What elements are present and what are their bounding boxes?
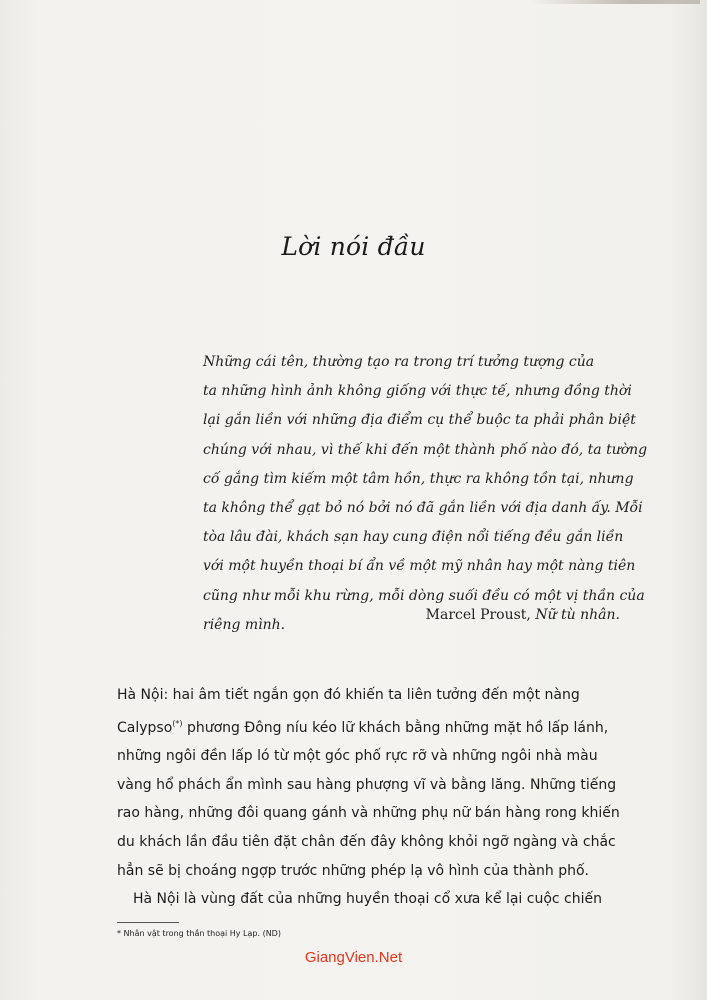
attribution-work: Nữ tù nhân. [535,607,620,623]
epigraph-line: cũng như mỗi khu rừng, mỗi dòng suối đều có một vị thần của [203,587,645,604]
watermark: GiangVien.Net [304,949,403,966]
body-line: những ngôi đền lấp ló từ một góc phố rực rỡ và những ngôi nhà màu [117,748,598,765]
body-line-end: phương Đông níu kéo lữ khách bằng những mặt hồ lấp lánh, [182,719,609,736]
epigraph-line: riêng mình. [203,616,286,633]
footnote-divider [117,922,179,923]
body-line: du khách lần đầu tiên đặt chân đến đây không khỏi ngỡ ngàng và chắc [117,833,616,850]
epigraph-line: ta những hình ảnh không giống với thực tế, nhưng đồng thời [203,383,632,400]
epigraph-line: chúng với nhau, vì thế khi đến một thành phố nào đó, ta tường [203,441,648,458]
page-edge-shadow [530,0,700,4]
epigraph-line: lại gắn liền với những địa điểm cụ thể buộc ta phải phân biệt [203,412,636,429]
body-paragraph-2: Hà Nội là vùng đất của những huyền thoại cổ xưa kể lại cuộc chiến [133,891,602,908]
body-line-start: Calypso [117,719,173,736]
body-line: vàng hổ phách ẩn mình sau hàng phượng vĩ và bằng lăng. Những tiếng [117,776,617,793]
body-paragraphs [117,681,620,914]
epigraph-line: ta không thể gạt bỏ nó bởi nó đã gắn liền với địa danh ấy. Mỗi [203,500,643,517]
epigraph-line: Những cái tên, thường tạo ra trong trí tưởng tượng của [203,354,595,370]
body-line: rao hàng, những đôi quang gánh và những phụ nữ bán hàng rong khiến [117,805,620,822]
footnote: * Nhân vật trong thần thoại Hy Lạp. (ND) [117,929,281,938]
page-title: Lời nói đầu [281,232,426,261]
body-line: Hà Nội: hai âm tiết ngắn gọn đó khiến ta liên tưởng đến một nàng [117,687,580,703]
body-line: hẳn sẽ bị choáng ngợp trước những phép lạ vô hình của thành phố. [117,862,590,879]
epigraph-line: với một huyền thoại bí ẩn về một mỹ nhân hay một nàng tiên [203,558,636,575]
epigraph-attribution [426,607,620,623]
epigraph-line: cố gắng tìm kiếm một tâm hồn, thực ra không tồn tại, nhưng [203,470,634,487]
footnote-marker: (*) [172,718,183,728]
epigraph-quote [203,348,648,640]
epigraph-line: tòa lâu đài, khách sạn hay cung điện nổi tiếng đều gắn liền [203,529,624,546]
body-line [117,710,617,743]
attribution-author: Marcel Proust, [425,607,531,623]
